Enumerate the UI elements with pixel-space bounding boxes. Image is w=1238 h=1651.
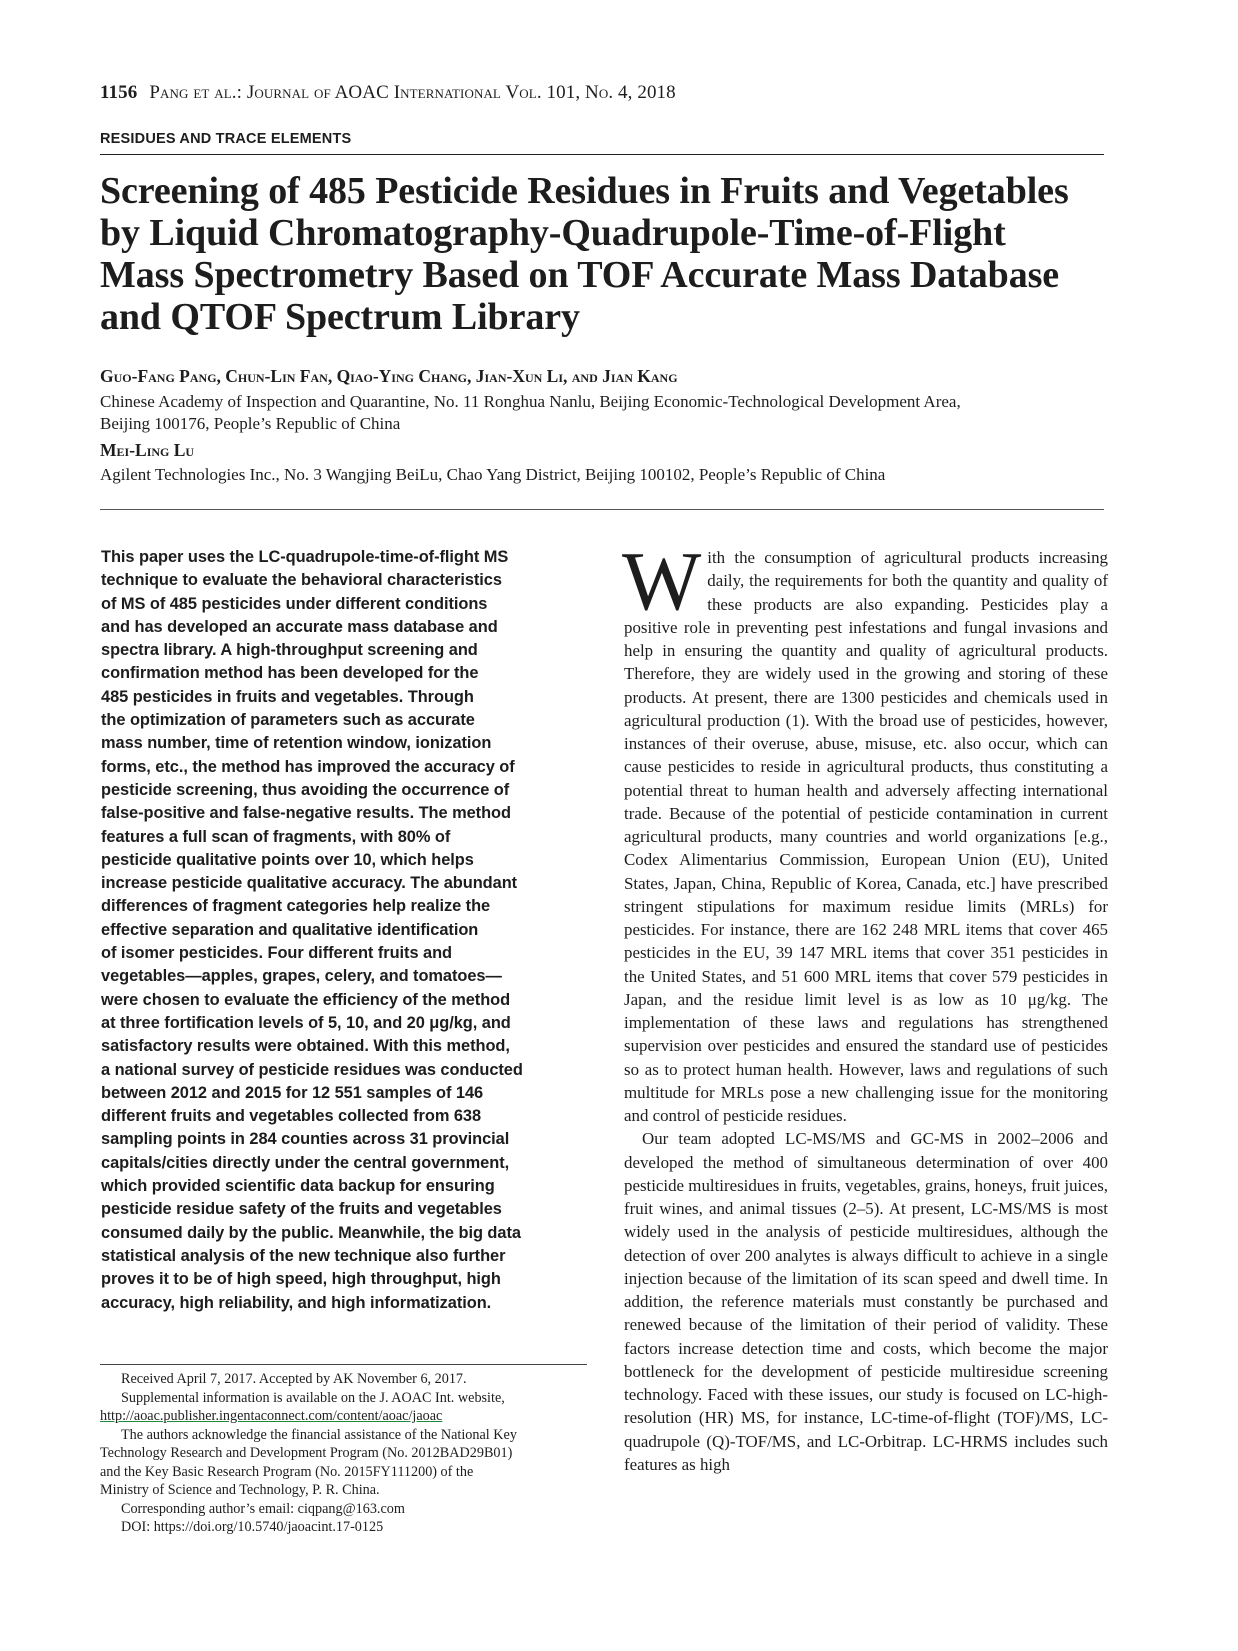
drop-cap: W xyxy=(622,535,702,628)
abstract-line: of isomer pesticides. Four different fruits and xyxy=(101,944,453,963)
acknowledgement-line: and the Key Basic Research Program (No. 2015FY111200) of the xyxy=(100,1463,474,1480)
abstract-line: increase pesticide qualitative accuracy. The abundant xyxy=(101,874,518,893)
received-note: Received April 7, 2017. Accepted by AK November 6, 2017. xyxy=(121,1371,467,1387)
corresponding-email: Corresponding author’s email: ciqpang@163.com xyxy=(121,1500,405,1517)
footnotes xyxy=(100,1370,600,1537)
abstract-line: spectra library. A high-throughput screening and xyxy=(101,641,478,660)
title-line: Screening of 485 Pesticide Residues in Fruits and Vegetables xyxy=(100,170,1069,212)
abstract-line: statistical analysis of the new technique also further xyxy=(101,1246,506,1265)
acknowledgement-line: Ministry of Science and Technology, P. R. China. xyxy=(100,1482,380,1498)
abstract-line: This paper uses the LC-quadrupole-time-of-flight MS xyxy=(101,548,509,566)
abstract-line: features a full scan of fragments, with 80% of xyxy=(101,827,451,846)
title-line: Mass Spectrometry Based on TOF Accurate Mass Database xyxy=(100,254,1060,296)
article-title xyxy=(100,170,1110,338)
supplemental-note: Supplemental information is available on the J. AOAC Int. website, xyxy=(121,1389,505,1406)
author-list: Guo-Fang Pang, Chun-Lin Fan, Qiao-Ying Chang, Jian-Xun Li, and Jian Kang xyxy=(100,366,678,386)
running-head xyxy=(100,82,676,104)
abstract-line: consumed daily by the public. Meanwhile, the big data xyxy=(101,1223,521,1242)
body-text xyxy=(622,535,1108,1476)
abstract-line: differences of fragment categories help realize the xyxy=(101,897,491,916)
affiliation-line: Beijing 100176, People’s Republic of China xyxy=(100,414,401,433)
affiliation-line: Agilent Technologies Inc., No. 3 Wangjing BeiLu, Chao Yang District, Beijing 100102, People’s Republic of China xyxy=(100,465,886,484)
abstract-line: the optimization of parameters such as accurate xyxy=(101,711,475,730)
abstract-line: forms, etc., the method has improved the accuracy of xyxy=(101,757,515,776)
title-line: by Liquid Chromatography-Quadrupole-Time-of-Flight xyxy=(100,212,1006,254)
doi: DOI: https://doi.org/10.5740/jaoacint.17-0125 xyxy=(121,1519,384,1535)
section-label: RESIDUES AND TRACE ELEMENTS xyxy=(100,131,352,147)
footnote-rule xyxy=(100,1364,587,1365)
acknowledgement-line: Technology Research and Development Program (No. 2012BAD29B01) xyxy=(100,1445,513,1461)
paragraph-text: ith the consumption of agricultural products increasing daily, the requirements for both the quantity and quality of these products are also expanding. Pesticides play a positive role in preventing pest infestations and fungal invasions and help in ensuring the quantity and quality of agricultural products. Therefore, they are widely used in the growing and storing of these products. At present, there are 1300 pesticides and chemicals used in agricultural production (1). With the broad use of pesticides, however, instances of their overuse, abuse, misuse, etc. also occur, which can cause pesticides to reside in agricultural products, thus constituting a potential threat to human health and adversely affecting international trade. Because of the potential of pesticide contamination in current agricultural products, many countries and world organizations [e.g., Codex Alimentarius Commission, European Union (EU), United States, Japan, China, Republic of Korea, Canada, etc.] have prescribed stringent stipulations for maximum residue limits (MRLs) for pesticides. For instance, there are 162 248 MRL items that cover 465 pesticides in the EU, 39 147 MRL items that cover 351 pesticides in the United States, and 51 600 MRL items that cover 579 pesticides in Japan, and the residue limit level is as low as 10 μg/kg. The implementation of these laws and regulations has strengthened supervision over pesticides and ensured the standard use of pesticides so as to protect human health. However, laws and regulations of such multitude for MRLs pose a new challenging issue for the monitoring and control of pesticide residues. xyxy=(624,548,1108,1125)
abstract-line: pesticide qualitative points over 10, which helps xyxy=(101,850,474,869)
abstract-line: proves it to be of high speed, high throughput, high xyxy=(101,1270,501,1289)
abstract-line: 485 pesticides in fruits and vegetables. Through xyxy=(101,687,474,706)
abstract-line: vegetables—apples, grapes, celery, and tomatoes— xyxy=(101,967,502,986)
affiliation-secondary xyxy=(100,464,885,486)
affiliation-primary xyxy=(100,391,961,435)
abstract-line: effective separation and qualitative identification xyxy=(101,920,479,939)
body-paragraph: Our team adopted LC-MS/MS and GC-MS in 2002–2006 and developed the method of simultaneous determination of over 400 pesticide multiresidues in fruits, vegetables, grains, honeys, fruit juices, fruit wines, and animal tissues (2–5). At present, LC-MS/MS is most widely used in the analysis of pesticide multiresidues, although the detection of over 200 analytes is always difficult to achieve in a single injection because of the limitation of its scan speed and dwell time. In addition, the reference materials must constantly be purchased and renewed because of the limitation of their period of validity. These factors increase detection time and costs, which become the major bottleneck for the development of pesticide multiresidue screening technology. Faced with these issues, our study is focused on LC-high-resolution (HR) MS, for instance, LC-time-of-flight (TOF)/MS, LC-quadrupole (Q)-TOF/MS, and LC-Orbitrap. LC-HRMS includes such features as high xyxy=(624,1129,1108,1474)
section-divider xyxy=(100,509,1104,510)
abstract-line: sampling points in 284 counties across 31 provincial xyxy=(101,1130,510,1149)
acknowledgement-line: The authors acknowledge the financial assistance of the National Key xyxy=(121,1426,517,1443)
abstract-line: a national survey of pesticide residues was conducted xyxy=(101,1060,523,1079)
supplemental-link[interactable]: http://aoac.publisher.ingentaconnect.com/content/aoac/jaoac xyxy=(100,1408,443,1424)
abstract-line: pesticide residue safety of the fruits and vegetables xyxy=(101,1200,502,1219)
affiliation-line: Chinese Academy of Inspection and Quarantine, No. 11 Ronghua Nanlu, Beijing Economic-Technological Development Area, xyxy=(100,392,961,411)
journal-citation: Pang et al.: Journal of AOAC International Vol. 101, No. 4, 2018 xyxy=(149,82,676,103)
abstract-line: accuracy, high reliability, and high informatization. xyxy=(101,1293,492,1312)
header-rule xyxy=(100,154,1104,155)
abstract-line: pesticide screening, thus avoiding the occurrence of xyxy=(101,780,510,799)
body-paragraph xyxy=(622,535,1108,1127)
page-number: 1156 xyxy=(100,82,138,103)
abstract-line: of MS of 485 pesticides under different conditions xyxy=(101,594,488,613)
title-line: and QTOF Spectrum Library xyxy=(100,296,580,338)
abstract-line: technique to evaluate the behavioral characteristics xyxy=(101,571,502,590)
abstract-line: and has developed an accurate mass database and xyxy=(101,617,498,636)
abstract xyxy=(101,546,601,1315)
abstract-line: which provided scientific data backup for ensuring xyxy=(101,1177,495,1196)
abstract-line: between 2012 and 2015 for 12 551 samples of 146 xyxy=(101,1083,484,1102)
author-secondary: Mei-Ling Lu xyxy=(100,440,195,460)
abstract-line: confirmation method has been developed for the xyxy=(101,664,479,683)
abstract-line: were chosen to evaluate the efficiency of the method xyxy=(101,990,511,1009)
abstract-line: false-positive and false-negative results. The method xyxy=(101,804,511,823)
abstract-line: capitals/cities directly under the central government, xyxy=(101,1153,510,1172)
abstract-line: at three fortification levels of 5, 10, and 20 μg/kg, and xyxy=(101,1013,511,1032)
abstract-line: satisfactory results were obtained. With this method, xyxy=(101,1037,510,1056)
abstract-line: mass number, time of retention window, ionization xyxy=(101,734,492,753)
abstract-line: different fruits and vegetables collected from 638 xyxy=(101,1107,482,1126)
